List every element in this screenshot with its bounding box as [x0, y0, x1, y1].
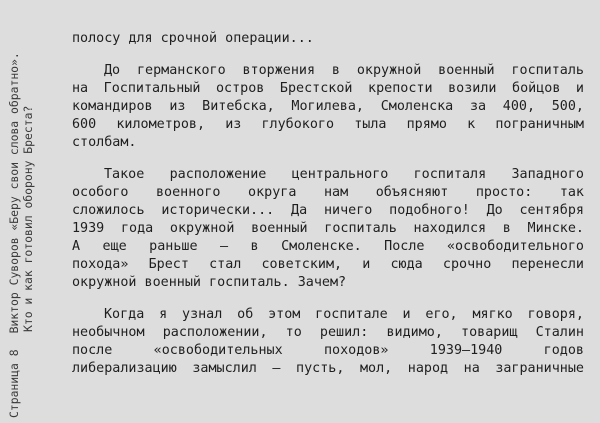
- text-line: сложилось исторически... Да ничего подобного! До сентября: [72, 203, 584, 218]
- text-line: До германского вторжения в окружной военный госпиталь: [104, 63, 584, 78]
- text-line: на Госпитальный остров Брестской крепости возили бойцов и: [72, 81, 584, 96]
- text-line: полосу для срочной операции...: [72, 31, 314, 46]
- book-title-line-1: Виктор Суворов «Беру свои слова обратно».: [7, 52, 21, 334]
- text-line: А еще раньше – в Смоленске. После «освободительного: [72, 239, 584, 254]
- text-line: необычном расположении, то решил: видимо, товарищ Сталин: [72, 325, 584, 340]
- text-line: 1939 года окружной военный госпиталь находился в Минске.: [72, 221, 584, 236]
- text-line: столбам.: [72, 135, 137, 150]
- text-line: 600 километров, из глубокого тыла прямо к пограничным: [72, 117, 584, 132]
- paragraph: [72, 30, 584, 48]
- paragraph: [72, 306, 584, 378]
- text-line: особого военного округа нам объясняют просто: так: [72, 185, 584, 200]
- page-body-text: [72, 30, 584, 378]
- text-line: после «освободительных походов» 1939–1940 годов: [72, 343, 584, 358]
- text-line: Такое расположение центрального госпиталя Западного: [104, 167, 584, 182]
- running-header: [8, 8, 35, 418]
- page-number: Страница 8: [7, 349, 21, 418]
- text-line: похода» Брест стал советским, и сюда срочно перенесли: [72, 257, 584, 272]
- book-title-line-2: Кто и как готовил оборону Бреста?: [20, 105, 35, 332]
- paragraph: [72, 166, 584, 292]
- paragraph: [72, 62, 584, 152]
- page-sidebar: [0, 0, 66, 423]
- text-line: Когда я узнал об этом госпитале и его, мягко говоря,: [104, 307, 584, 322]
- text-line: командиров из Витебска, Могилева, Смоленска за 400, 500,: [72, 99, 584, 114]
- text-line: либерализацию замыслил – пусть, мол, народ на заграничные: [72, 361, 584, 376]
- text-line: окружной военный госпиталь. Зачем?: [72, 275, 347, 290]
